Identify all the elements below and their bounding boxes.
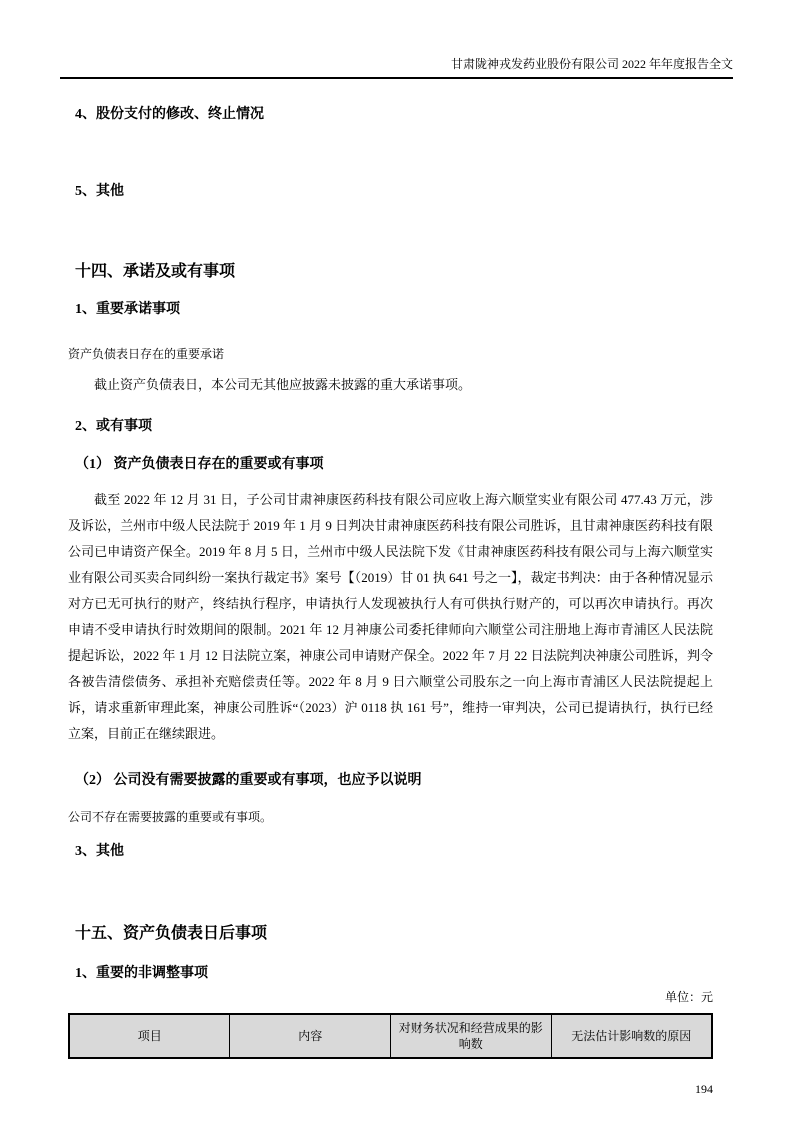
subsequent-events-table (68, 1013, 713, 1059)
section-5-heading: 5、其他 (75, 184, 124, 199)
commitments-paragraph: 截止资产负债表日，本公司无其他应披露未披露的重大承诺事项。 (94, 377, 472, 392)
section-15-1-heading: 1、重要的非调整事项 (75, 966, 208, 981)
page-header (60, 0, 733, 79)
report-title: 甘肃陇神戎发药业股份有限公司 2022 年年度报告全文 (450, 57, 733, 71)
section-14-2-2-heading: （2） 公司没有需要披露的重要或有事项，也应予以说明 (75, 773, 422, 788)
unit-label: 单位：元 (664, 990, 713, 1004)
contingency-paragraph: 截至 2022 年 12 月 31 日，子公司甘肃神康医药科技有限公司应收上海六顺堂实业有限公司 477.43 万元，涉及诉讼，兰州市中级人民法院于 2019 年 1 月 9 日判决甘肃神康医药科技有限公司胜诉，且甘肃神康医药科技有限公司已申请资产保全。2019 年 8 月 5 日，兰州市中级人民法院下发《甘肃神康医药科技有限公司与上海六顺堂实业有限公司买卖合同纠纷一案执行裁定书》案号【（2019）甘 01 执 641 号之一】，裁定书判决：由于各种情况显示对方已无可执行的财产，终结执行程序，申请执行人发现被执行人有可供执行财产的，可以再次申请执行。再次申请不受申请执行时效期间的限制。2021 年 12 月神康公司委托律师向六顺堂公司注册地上海市青浦区人民法院提起诉讼，2022 年 1 月 12 日法院立案，神康公司申请财产保全。2022 年 7 月 22 日法院判决神康公司胜诉，判令各被告清偿债务、承担补充赔偿责任等。2022 年 8 月 9 日六顺堂公司股东之一向上海市青浦区人民法院提起上诉，请求重新审理此案，神康公司胜诉“（2023）沪 0118 执 161 号”，维持一审判决，公司已提请执行，执行已经立案，目前正在继续跟进。 (68, 492, 713, 741)
table-header-reason: 无法估计影响数的原因 (551, 1014, 712, 1058)
page-number: 194 (695, 1082, 713, 1096)
section-15-heading: 十五、资产负债表日后事项 (75, 925, 268, 942)
section-14-3-heading: 3、其他 (75, 844, 124, 859)
section-4-heading: 4、股份支付的修改、终止情况 (75, 107, 264, 122)
section-14-heading: 十四、承诺及或有事项 (75, 263, 236, 280)
table-header-impact: 对财务状况和经营成果的影响数 (390, 1014, 551, 1058)
section-14-1-heading: 1、重要承诺事项 (75, 302, 180, 317)
table-header-row (69, 1014, 712, 1058)
no-disclosure-paragraph: 公司不存在需要披露的重要或有事项。 (68, 810, 273, 824)
section-14-2-1-heading: （1） 资产负债表日存在的重要或有事项 (75, 457, 324, 472)
section-14-2-heading: 2、或有事项 (75, 419, 152, 434)
table-header-content: 内容 (230, 1014, 391, 1058)
table-header-item: 项目 (69, 1014, 230, 1058)
commitments-note: 资产负债表日存在的重要承诺 (68, 347, 225, 361)
